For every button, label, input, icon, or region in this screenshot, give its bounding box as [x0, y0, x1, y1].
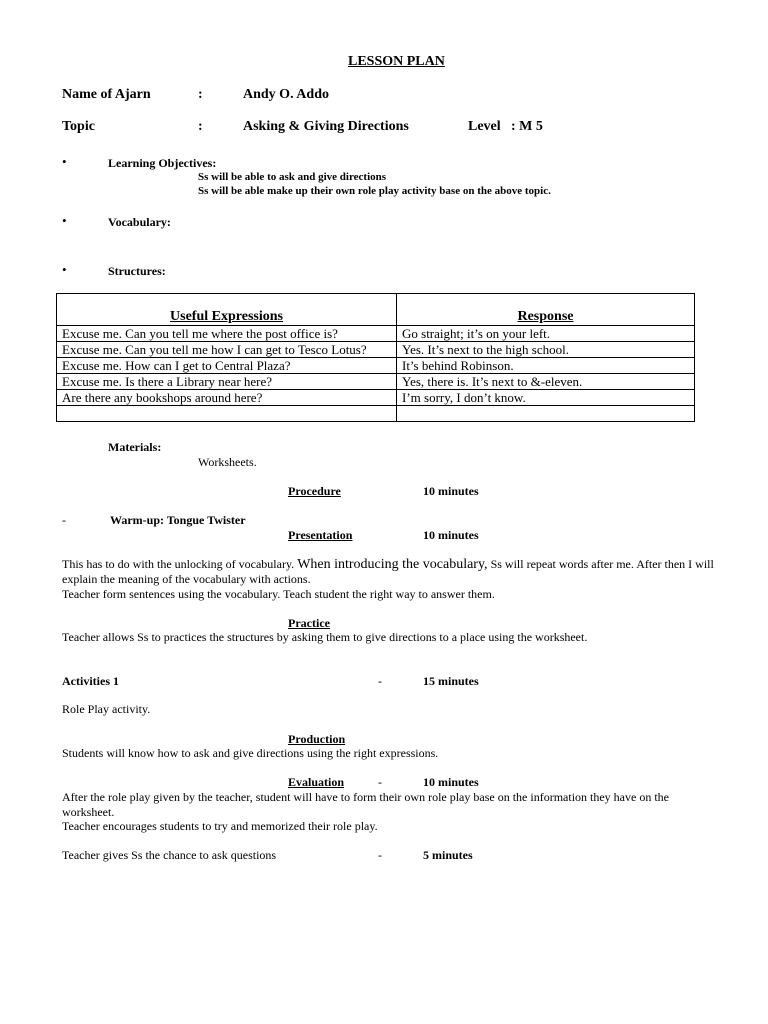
response-cell: I’m sorry, I don’t know.	[397, 390, 695, 406]
expression-cell: Excuse me. Is there a Library near here?	[57, 374, 397, 390]
evaluation-dash: -	[378, 775, 382, 789]
name-colon: :	[198, 87, 203, 102]
table-row	[57, 326, 695, 342]
evaluation-label: Evaluation	[288, 775, 345, 789]
procedure-label: Procedure	[288, 484, 341, 498]
activities-time: 15 minutes	[423, 674, 479, 688]
materials-label: Materials:	[108, 440, 162, 454]
col-header-response: Response	[397, 294, 695, 326]
table-header-row	[57, 294, 695, 326]
bullet-icon: •	[62, 154, 67, 169]
expression-cell: Excuse me. Can you tell me how I can get to Tesco Lotus?	[57, 342, 397, 358]
response-cell: Go straight; it’s on your left.	[397, 326, 695, 342]
bullet-icon: •	[62, 262, 67, 277]
structures-label: Structures:	[108, 264, 166, 278]
warmup-label: Warm-up: Tongue Twister	[110, 513, 246, 527]
presentation-paragraph	[62, 557, 714, 587]
bullet-icon: •	[62, 213, 67, 228]
activities-label: Activities 1	[62, 674, 119, 688]
production-label: Production	[288, 732, 346, 746]
production-text: Students will know how to ask and give directions using the right expressions.	[62, 746, 439, 760]
expression-cell	[57, 406, 397, 422]
presentation-time: 10 minutes	[423, 528, 479, 542]
level-label: Level	[468, 119, 501, 134]
expression-cell: Excuse me. Can you tell me where the post office is?	[57, 326, 397, 342]
table-row	[57, 358, 695, 374]
response-cell: It’s behind Robinson.	[397, 358, 695, 374]
response-cell	[397, 406, 695, 422]
practice-label: Practice	[288, 616, 330, 630]
expressions-table	[56, 293, 695, 422]
table-row	[57, 374, 695, 390]
presentation-label: Presentation	[288, 528, 353, 542]
expression-cell: Excuse me. How can I get to Central Plaza?	[57, 358, 397, 374]
questions-text: Teacher gives Ss the chance to ask questions	[62, 848, 277, 862]
activities-text: Role Play activity.	[62, 702, 151, 716]
practice-text: Teacher allows Ss to practices the structures by asking them to give directions to a place using the worksheet.	[62, 630, 588, 644]
table-row	[57, 342, 695, 358]
table-row	[57, 390, 695, 406]
response-cell: Yes, there is. It’s next to &-eleven.	[397, 374, 695, 390]
procedure-time: 10 minutes	[423, 484, 479, 498]
presentation-text: This has to do with the unlocking of vocabulary.	[62, 557, 298, 571]
table-row-empty	[57, 406, 695, 422]
name-label: Name of Ajarn	[62, 87, 151, 102]
questions-dash: -	[378, 848, 382, 862]
presentation-text-cont: Ss will repeat words after me. After then I will explain the meaning of the vocabulary with actions.	[62, 557, 714, 586]
questions-time: 5 minutes	[423, 848, 473, 862]
col-header-expressions: Useful Expressions	[57, 294, 397, 326]
evaluation-text-2: Teacher encourages students to try and memorized their role play.	[62, 819, 378, 833]
objectives-label: Learning Objectives:	[108, 156, 217, 170]
objective-2: Ss will be able make up their own role play activity base on the above topic.	[198, 185, 551, 197]
topic-colon: :	[198, 119, 203, 134]
expression-cell: Are there any bookshops around here?	[57, 390, 397, 406]
materials-value: Worksheets.	[198, 455, 257, 469]
topic-label: Topic	[62, 119, 95, 134]
vocabulary-label: Vocabulary:	[108, 215, 171, 229]
topic-value: Asking & Giving Directions	[243, 119, 409, 134]
level-value: : M 5	[511, 119, 543, 134]
page-title: LESSON PLAN	[348, 54, 445, 69]
response-cell: Yes. It’s next to the high school.	[397, 342, 695, 358]
warmup-dash: -	[62, 513, 66, 527]
presentation-paragraph-2: Teacher form sentences using the vocabulary. Teach student the right way to answer them.	[62, 587, 495, 601]
objective-1: Ss will be able to ask and give directions	[198, 171, 387, 183]
presentation-emphasis: When introducing the vocabulary,	[297, 557, 488, 572]
evaluation-text-1: After the role play given by the teacher, student will have to form their own role play base on the information they have on the worksheet.	[62, 790, 669, 819]
evaluation-time: 10 minutes	[423, 775, 479, 789]
name-value: Andy O. Addo	[243, 87, 329, 102]
activities-dash: -	[378, 674, 382, 688]
